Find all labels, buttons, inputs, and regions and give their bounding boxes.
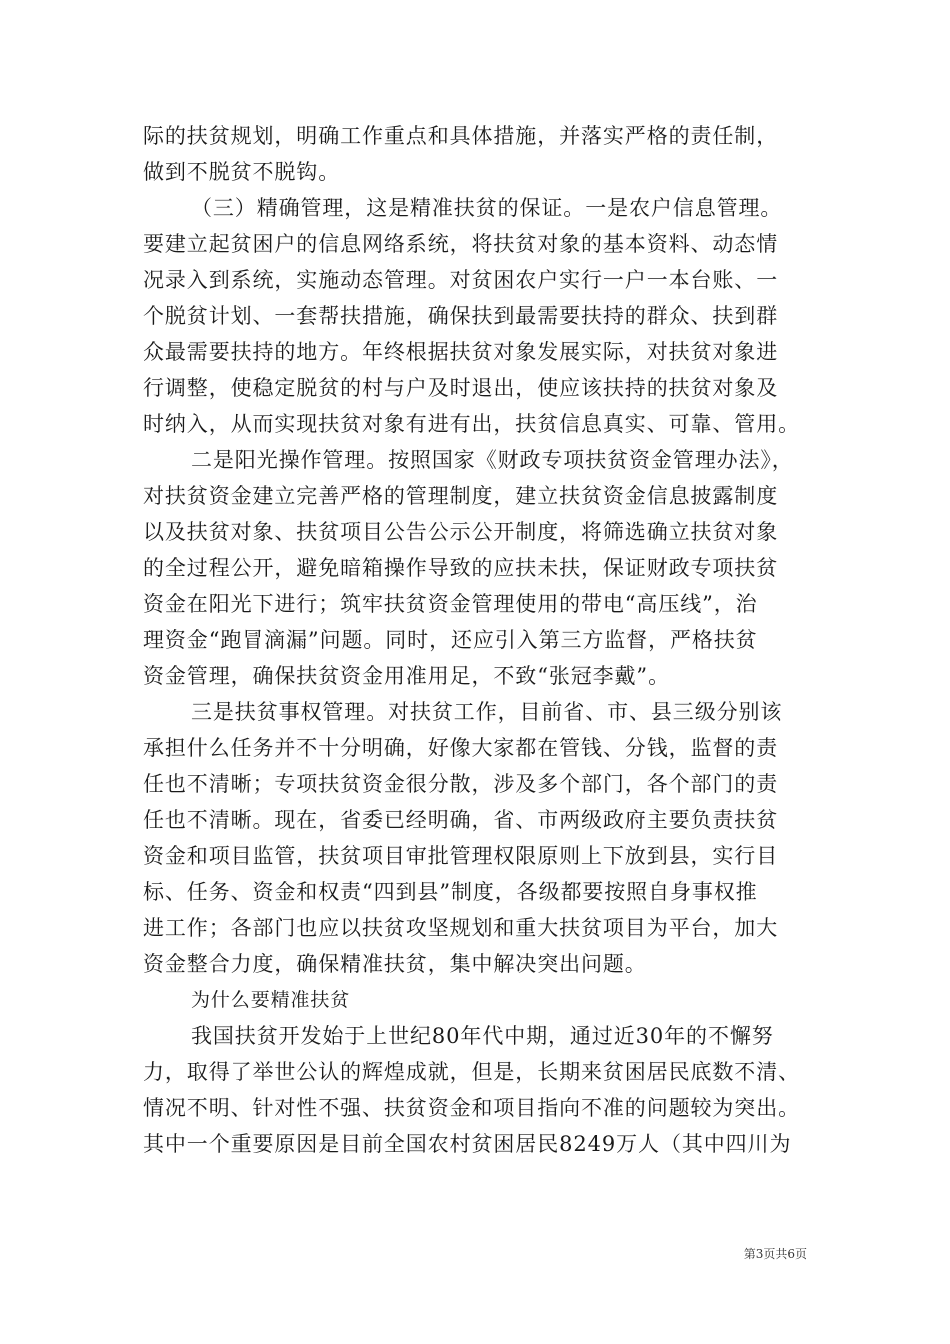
text-line: 际的扶贫规划，明确工作重点和具体措施，并落实严格的责任制， xyxy=(143,124,779,148)
text-line: 行调整，使稳定脱贫的村与户及时退出，使应该扶持的扶贫对象及 xyxy=(143,376,779,400)
text-line: 要建立起贫困户的信息网络系统，将扶贫对象的基本资料、动态情 xyxy=(143,232,779,256)
section-heading: 为什么要精准扶贫 xyxy=(191,989,351,1011)
text-line: 任也不清晰。现在，省委已经明确，省、市两级政府主要负责扶贫 xyxy=(143,808,779,832)
text-line: 资金管理，确保扶贫资金用准用足，不致“张冠李戴”。 xyxy=(143,664,670,688)
text-line: 个脱贫计划、一套帮扶措施，确保扶到最需要扶持的群众、扶到群 xyxy=(143,304,779,328)
text-line: 做到不脱贫不脱钩。 xyxy=(143,160,341,184)
text-line: 承担什么任务并不十分明确，好像大家都在管钱、分钱，监督的责 xyxy=(143,736,779,760)
text-line: 理资金“跑冒滴漏”问题。同时，还应引入第三方监督，严格扶贫 xyxy=(143,628,758,652)
page-footer xyxy=(0,1244,950,1264)
text-line: 标、任务、资金和权责“四到县”制度，各级都要按照自身事权推 xyxy=(143,880,758,904)
text-line: 资金在阳光下进行；筑牢扶贫资金管理使用的带电“高压线”，治 xyxy=(143,592,758,616)
body-text xyxy=(143,118,815,1162)
text-line: 的全过程公开，避免暗箱操作导致的应扶未扶，保证财政专项扶贫 xyxy=(143,556,779,580)
text-line: 众最需要扶持的地方。年终根据扶贫对象发展实际，对扶贫对象进 xyxy=(143,340,779,364)
text-line: 其中一个重要原因是目前全国农村贫困居民8249万人（其中四川为 xyxy=(143,1132,792,1156)
text-line: 进工作；各部门也应以扶贫攻坚规划和重大扶贫项目为平台，加大 xyxy=(143,916,779,940)
paragraph-start-line: 三是扶贫事权管理。对扶贫工作，目前省、市、县三级分别该 xyxy=(191,700,783,724)
text-line: 以及扶贫对象、扶贫项目公告公示公开制度，将筛选确立扶贫对象 xyxy=(143,520,779,544)
text-line: 对扶贫资金建立完善严格的管理制度，建立扶贫资金信息披露制度 xyxy=(143,484,779,508)
page-number: 第3页共6页 xyxy=(743,1247,807,1261)
text-line: 资金整合力度，确保精准扶贫，集中解决突出问题。 xyxy=(143,952,647,976)
text-line: 况录入到系统，实施动态管理。对贫困农户实行一户一本台账、一 xyxy=(143,268,779,292)
text-line: 时纳入，从而实现扶贫对象有进有出，扶贫信息真实、可靠、管用。 xyxy=(143,412,800,436)
paragraph-start-line: （三）精确管理，这是精准扶贫的保证。一是农户信息管理。 xyxy=(191,196,783,220)
paragraph-start-line: 二是阳光操作管理。按照国家《财政专项扶贫资金管理办法》， xyxy=(191,448,794,472)
text-line: 情况不明、针对性不强、扶贫资金和项目指向不准的问题较为突出。 xyxy=(143,1096,800,1120)
text-line: 资金和项目监管，扶贫项目审批管理权限原则上下放到县，实行目 xyxy=(143,844,779,868)
text-line: 任也不清晰；专项扶贫资金很分散，涉及多个部门，各个部门的责 xyxy=(143,772,779,796)
text-line: 力，取得了举世公认的辉煌成就，但是，长期来贫困居民底数不清、 xyxy=(143,1060,800,1084)
paragraph-start-line: 我国扶贫开发始于上世纪80年代中期，通过近30年的不懈努 xyxy=(191,1024,774,1048)
